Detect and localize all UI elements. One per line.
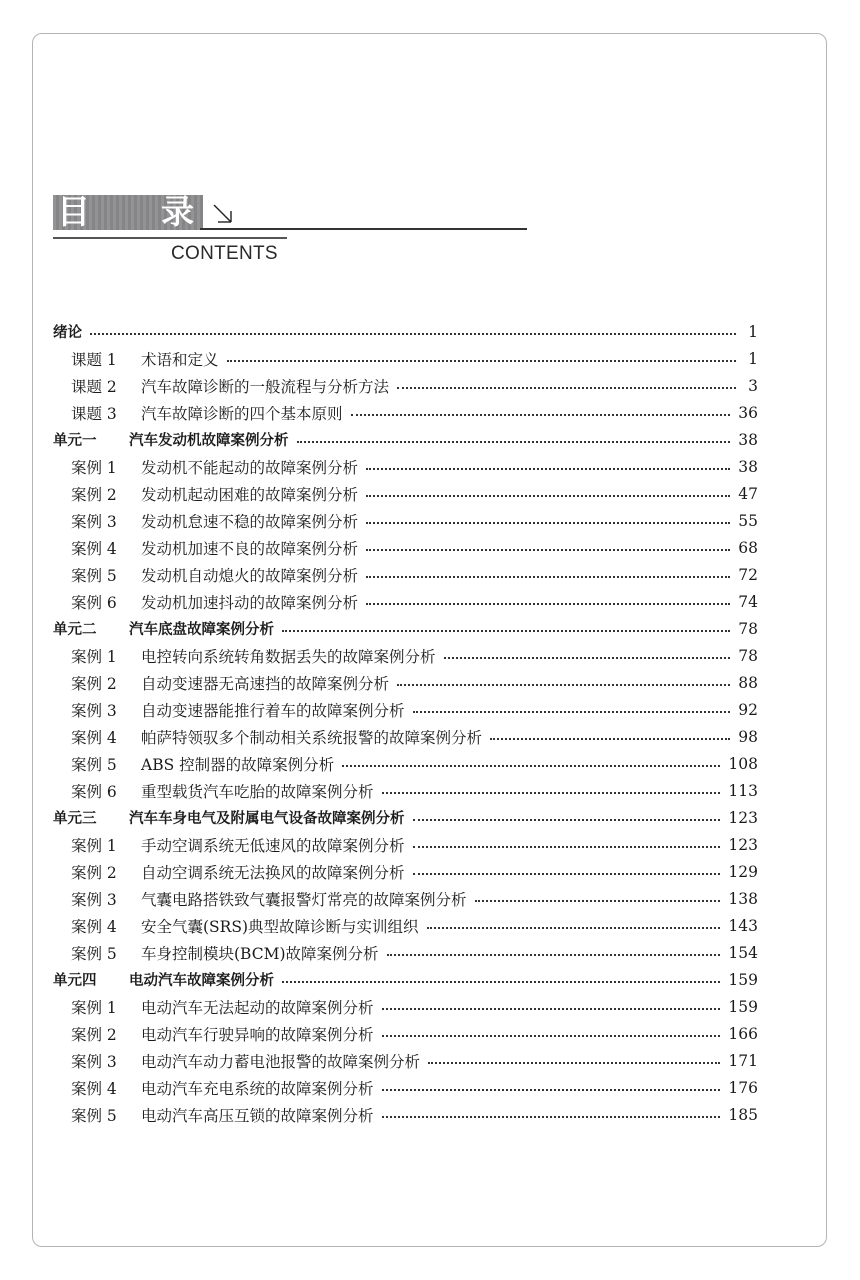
toc-page-number: 3 <box>748 376 758 395</box>
toc-title: 发动机不能起动的故障案例分析 <box>141 458 359 477</box>
toc-label <box>71 483 364 505</box>
toc-number: 案例 6 <box>71 593 117 612</box>
toc-label <box>71 537 364 559</box>
dot-leader <box>475 900 721 902</box>
toc-label <box>71 510 364 532</box>
toc-title: 汽车车身电气及附属电气设备故障案例分析 <box>129 811 405 827</box>
toc-label <box>71 348 225 370</box>
toc-number: 案例 2 <box>71 485 117 504</box>
toc-page-number: 47 <box>738 484 758 503</box>
toc-title: 电动汽车充电系统的故障案例分析 <box>141 1079 374 1098</box>
toc-number: 案例 4 <box>71 728 117 747</box>
toc-title: 汽车发动机故障案例分析 <box>129 433 289 449</box>
toc-label <box>71 915 425 937</box>
toc-title: 电动汽车高压互锁的故障案例分析 <box>141 1106 374 1125</box>
toc-title: 自动空调系统无法换风的故障案例分析 <box>141 863 405 882</box>
header-rule-top <box>200 228 527 230</box>
toc-page-number: 68 <box>738 538 758 557</box>
toc-page-number: 171 <box>728 1051 758 1070</box>
toc-label <box>71 456 364 478</box>
toc-number: 案例 3 <box>71 512 117 531</box>
toc-title: 电动汽车故障案例分析 <box>129 973 274 989</box>
toc-number: 单元一 <box>53 433 97 449</box>
toc-number: 案例 5 <box>71 944 117 963</box>
toc-page-number: 36 <box>738 403 758 422</box>
toc-page-number: 185 <box>728 1105 758 1124</box>
toc-number: 案例 1 <box>71 998 117 1017</box>
dot-leader <box>397 387 736 389</box>
toc-page-number: 74 <box>738 592 758 611</box>
toc-entry-row[interactable] <box>53 912 758 939</box>
toc-title: 车身控制模块(BCM)故障案例分析 <box>141 944 379 963</box>
toc-entry-row[interactable] <box>53 372 758 399</box>
toc-page-number: 159 <box>728 970 758 989</box>
toc-number: 案例 4 <box>71 539 117 558</box>
toc-entry-row[interactable] <box>53 345 758 372</box>
toc-unit-row[interactable] <box>53 318 758 345</box>
toc-entry-row[interactable] <box>53 858 758 885</box>
table-of-contents <box>53 318 758 1128</box>
toc-number: 案例 1 <box>71 836 117 855</box>
dot-leader <box>413 711 731 713</box>
dot-leader <box>90 333 736 335</box>
toc-page-number: 159 <box>728 997 758 1016</box>
toc-label <box>71 861 411 883</box>
dot-leader <box>382 1008 721 1010</box>
toc-number: 课题 3 <box>71 404 117 423</box>
dot-leader <box>387 954 721 956</box>
toc-entry-row[interactable] <box>53 588 758 615</box>
toc-page-number: 154 <box>728 943 758 962</box>
dot-leader <box>351 414 731 416</box>
toc-title: 电控转向系统转角数据丢失的故障案例分析 <box>141 647 436 666</box>
dot-leader <box>428 1062 720 1064</box>
toc-number: 案例 4 <box>71 917 117 936</box>
toc-label <box>71 402 349 424</box>
toc-page-number: 78 <box>738 619 758 638</box>
toc-page-number: 38 <box>738 457 758 476</box>
dot-leader <box>382 792 721 794</box>
toc-title: 自动变速器无高速挡的故障案例分析 <box>141 674 390 693</box>
toc-entry-row[interactable] <box>53 885 758 912</box>
toc-label <box>71 1077 380 1099</box>
toc-page-number: 166 <box>728 1024 758 1043</box>
dot-leader <box>366 522 730 524</box>
toc-label <box>53 429 295 450</box>
toc-number: 单元四 <box>53 973 97 989</box>
arrow-down-right-icon <box>212 203 234 225</box>
toc-label <box>71 753 340 775</box>
toc-title: 自动变速器能推行着车的故障案例分析 <box>141 701 405 720</box>
toc-title: ABS 控制器的故障案例分析 <box>141 755 335 774</box>
toc-entry-row[interactable] <box>53 507 758 534</box>
toc-label <box>71 591 364 613</box>
toc-label <box>71 645 442 667</box>
toc-entry-row[interactable] <box>53 777 758 804</box>
toc-number: 案例 4 <box>71 1079 117 1098</box>
toc-entry-row[interactable] <box>53 993 758 1020</box>
toc-number: 案例 5 <box>71 566 117 585</box>
toc-number: 案例 2 <box>71 863 117 882</box>
toc-label <box>71 834 411 856</box>
title-banner <box>53 192 203 231</box>
toc-page-number: 78 <box>738 646 758 665</box>
toc-title: 汽车故障诊断的四个基本原则 <box>141 404 343 423</box>
dot-leader <box>444 657 731 659</box>
toc-page-number: 1 <box>748 322 758 341</box>
toc-unit-row[interactable] <box>53 804 758 831</box>
toc-number: 案例 2 <box>71 674 117 693</box>
dot-leader <box>382 1035 721 1037</box>
toc-entry-row[interactable] <box>53 642 758 669</box>
toc-page-number: 113 <box>728 781 758 800</box>
toc-label <box>71 942 385 964</box>
dot-leader <box>427 927 721 929</box>
toc-entry-row[interactable] <box>53 480 758 507</box>
toc-title: 手动空调系统无低速风的故障案例分析 <box>141 836 405 855</box>
toc-entry-row[interactable] <box>53 1101 758 1128</box>
toc-number: 案例 1 <box>71 647 117 666</box>
toc-entry-row[interactable] <box>53 1020 758 1047</box>
toc-number: 案例 5 <box>71 755 117 774</box>
toc-title: 发动机怠速不稳的故障案例分析 <box>141 512 359 531</box>
toc-title: 发动机自动熄火的故障案例分析 <box>141 566 359 585</box>
toc-label <box>71 888 473 910</box>
dot-leader <box>282 981 720 983</box>
dot-leader <box>366 495 730 497</box>
toc-entry-row[interactable] <box>53 1047 758 1074</box>
toc-label <box>71 1104 380 1126</box>
toc-entry-row[interactable] <box>53 399 758 426</box>
toc-title: 汽车故障诊断的一般流程与分析方法 <box>141 377 390 396</box>
toc-page-number: 1 <box>748 349 758 368</box>
toc-entry-row[interactable] <box>53 939 758 966</box>
dot-leader <box>382 1116 721 1118</box>
toc-entry-row[interactable] <box>53 831 758 858</box>
dot-leader <box>282 630 730 632</box>
toc-number: 案例 1 <box>71 458 117 477</box>
toc-unit-row[interactable] <box>53 615 758 642</box>
toc-label <box>71 564 364 586</box>
toc-entry-row[interactable] <box>53 534 758 561</box>
toc-page-number: 92 <box>738 700 758 719</box>
title-char-lu: 录 <box>161 192 194 231</box>
toc-number: 案例 3 <box>71 890 117 909</box>
toc-label <box>71 672 395 694</box>
toc-title: 帕萨特领驭多个制动相关系统报警的故障案例分析 <box>141 728 483 747</box>
toc-title: 安全气囊(SRS)典型故障诊断与实训组织 <box>141 917 419 936</box>
dot-leader <box>366 468 730 470</box>
toc-page-number: 72 <box>738 565 758 584</box>
toc-title: 发动机加速抖动的故障案例分析 <box>141 593 359 612</box>
toc-unit-row[interactable] <box>53 966 758 993</box>
toc-page-number: 138 <box>728 889 758 908</box>
toc-label <box>71 375 395 397</box>
toc-number: 案例 2 <box>71 1025 117 1044</box>
toc-page-number: 98 <box>738 727 758 746</box>
toc-page-number: 129 <box>728 862 758 881</box>
toc-label <box>53 807 411 828</box>
toc-entry-row[interactable] <box>53 750 758 777</box>
toc-page-number: 108 <box>728 754 758 773</box>
dot-leader <box>413 819 721 821</box>
toc-page-number: 176 <box>728 1078 758 1097</box>
toc-entry-row[interactable] <box>53 1074 758 1101</box>
dot-leader <box>413 846 721 848</box>
toc-title: 重型载货汽车吃胎的故障案例分析 <box>141 782 374 801</box>
toc-page-number: 123 <box>728 808 758 827</box>
toc-label <box>53 618 280 639</box>
toc-label <box>71 1050 426 1072</box>
dot-leader <box>397 684 730 686</box>
toc-entry-row[interactable] <box>53 561 758 588</box>
toc-number: 案例 3 <box>71 701 117 720</box>
toc-label <box>71 726 488 748</box>
toc-unit-row[interactable] <box>53 426 758 453</box>
toc-label <box>71 780 380 802</box>
toc-number: 课题 1 <box>71 350 117 369</box>
contents-subtitle: CONTENTS <box>171 243 278 264</box>
toc-title: 发动机加速不良的故障案例分析 <box>141 539 359 558</box>
dot-leader <box>342 765 720 767</box>
dot-leader <box>382 1089 721 1091</box>
toc-page-number: 143 <box>728 916 758 935</box>
dot-leader <box>366 576 730 578</box>
toc-label <box>71 1023 380 1045</box>
toc-number: 绪论 <box>53 325 82 341</box>
toc-label <box>53 321 88 342</box>
toc-title: 汽车底盘故障案例分析 <box>129 622 274 638</box>
toc-page-number: 55 <box>738 511 758 530</box>
toc-label <box>71 699 411 721</box>
toc-title: 发动机起动困难的故障案例分析 <box>141 485 359 504</box>
dot-leader <box>227 360 736 362</box>
toc-title: 电动汽车无法起动的故障案例分析 <box>141 998 374 1017</box>
title-char-mu: 目 <box>57 192 90 231</box>
toc-entry-row[interactable] <box>53 723 758 750</box>
toc-page-number: 38 <box>738 430 758 449</box>
toc-title: 气囊电路搭铁致气囊报警灯常亮的故障案例分析 <box>141 890 467 909</box>
toc-entry-row[interactable] <box>53 696 758 723</box>
toc-label <box>53 969 280 990</box>
header-rule-bottom <box>53 237 287 239</box>
toc-title: 电动汽车行驶异响的故障案例分析 <box>141 1025 374 1044</box>
toc-number: 案例 6 <box>71 782 117 801</box>
toc-entry-row[interactable] <box>53 669 758 696</box>
dot-leader <box>297 441 731 443</box>
toc-entry-row[interactable] <box>53 453 758 480</box>
toc-number: 案例 5 <box>71 1106 117 1125</box>
toc-number: 案例 3 <box>71 1052 117 1071</box>
toc-number: 课题 2 <box>71 377 117 396</box>
toc-title: 术语和定义 <box>141 350 219 369</box>
toc-title: 电动汽车动力蓄电池报警的故障案例分析 <box>141 1052 421 1071</box>
dot-leader <box>413 873 721 875</box>
toc-label <box>71 996 380 1018</box>
toc-number: 单元二 <box>53 622 97 638</box>
toc-page-number: 123 <box>728 835 758 854</box>
toc-page-number: 88 <box>738 673 758 692</box>
dot-leader <box>490 738 730 740</box>
toc-number: 单元三 <box>53 811 97 827</box>
dot-leader <box>366 549 730 551</box>
dot-leader <box>366 603 730 605</box>
